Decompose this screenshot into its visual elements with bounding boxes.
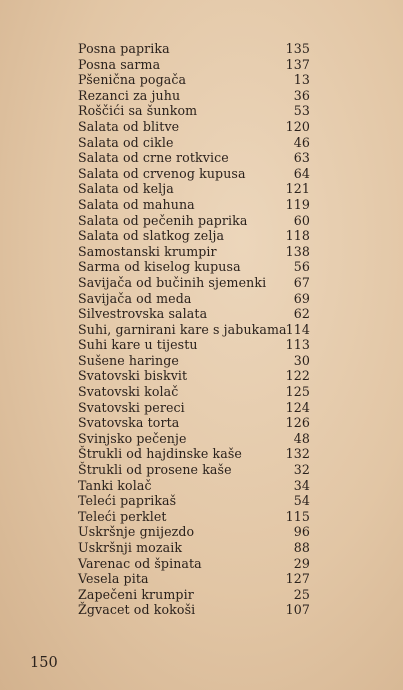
recipe-page-number: 107 bbox=[285, 602, 310, 618]
recipe-title: Savijača od bučinih sjemenki bbox=[78, 274, 267, 290]
recipe-title: Rezanci za juhu bbox=[78, 87, 181, 103]
recipe-title: Tanki kolač bbox=[78, 477, 152, 493]
recipe-title: Žgvacet od kokoši bbox=[78, 602, 196, 618]
recipe-page-number: 114 bbox=[285, 321, 310, 337]
index-entry bbox=[78, 368, 310, 384]
recipe-page-number: 32 bbox=[293, 462, 310, 478]
index-entry bbox=[78, 540, 310, 556]
recipe-page-number: 113 bbox=[285, 337, 310, 353]
recipe-title: Salata od blitve bbox=[78, 118, 180, 134]
recipe-title: Vesela pita bbox=[78, 571, 149, 587]
recipe-title: Uskršnji mozaik bbox=[78, 540, 183, 555]
recipe-title: Samostanski krumpir bbox=[78, 243, 217, 259]
recipe-page-number: 135 bbox=[285, 41, 310, 56]
recipe-title: Salata od crne rotkvice bbox=[78, 150, 229, 166]
index-entry bbox=[78, 135, 310, 151]
index-entry bbox=[78, 275, 310, 291]
recipe-page-number: 25 bbox=[293, 586, 310, 602]
index-entry bbox=[78, 493, 310, 509]
recipe-page-number: 46 bbox=[293, 134, 310, 150]
recipe-page-number: 127 bbox=[285, 571, 310, 587]
recipe-page-number: 13 bbox=[293, 72, 310, 88]
index-entry bbox=[78, 166, 310, 182]
index-entry bbox=[78, 213, 310, 229]
recipe-title: Suhi kare u tijestu bbox=[78, 337, 198, 353]
index-entry bbox=[78, 306, 310, 322]
index-entry bbox=[78, 150, 310, 166]
index-entry bbox=[78, 384, 310, 400]
recipe-page-number: 119 bbox=[285, 196, 310, 212]
recipe-page-number: 48 bbox=[293, 430, 310, 446]
recipe-title: Silvestrovska salata bbox=[78, 306, 208, 322]
recipe-title: Svatovski kolač bbox=[78, 384, 179, 400]
index-entry bbox=[78, 103, 310, 119]
index-entry bbox=[78, 119, 310, 135]
index-entry bbox=[78, 446, 310, 462]
recipe-title: Roščići sa šunkom bbox=[78, 103, 198, 119]
index-entry bbox=[78, 509, 310, 525]
recipe-title: Sarma od kiselog kupusa bbox=[78, 259, 241, 275]
recipe-page-number: 124 bbox=[285, 399, 310, 415]
recipe-title: Teleći paprikaš bbox=[78, 493, 177, 509]
recipe-page-number: 30 bbox=[293, 352, 310, 368]
recipe-page-number: 118 bbox=[285, 228, 310, 244]
recipe-page-number: 69 bbox=[293, 290, 310, 306]
recipe-page-number: 137 bbox=[285, 56, 310, 72]
recipe-title: Posna sarma bbox=[78, 56, 161, 72]
recipe-page-number: 88 bbox=[293, 540, 310, 555]
recipe-title: Uskršnje gnijezdo bbox=[78, 524, 195, 540]
index-entry bbox=[78, 587, 310, 603]
recipe-title: Štrukli od prosene kaše bbox=[78, 462, 232, 478]
recipe-title: Zapečeni krumpir bbox=[78, 586, 194, 602]
recipe-title: Salata od crvenog kupusa bbox=[78, 165, 246, 181]
recipe-title: Suhi, garnirani kare s jabukama bbox=[78, 321, 287, 337]
recipe-page-number: 115 bbox=[285, 508, 310, 524]
recipe-page-number: 60 bbox=[293, 212, 310, 228]
index-entry bbox=[78, 524, 310, 540]
index-entry bbox=[78, 337, 310, 353]
recipe-title: Teleći perklet bbox=[78, 508, 167, 524]
index-entry bbox=[78, 72, 310, 88]
recipe-page-number: 62 bbox=[293, 306, 310, 322]
index-entry bbox=[78, 462, 310, 478]
recipe-page-number: 138 bbox=[285, 243, 310, 259]
recipe-title: Svatovski biskvit bbox=[78, 368, 188, 384]
recipe-title: Štrukli od hajdinske kaše bbox=[78, 446, 242, 462]
index-entry bbox=[78, 259, 310, 275]
index-entry bbox=[78, 88, 310, 104]
recipe-page-number: 54 bbox=[293, 493, 310, 509]
recipe-page-number: 53 bbox=[293, 103, 310, 119]
recipe-page-number: 29 bbox=[293, 555, 310, 571]
recipe-title: Svatovska torta bbox=[78, 415, 180, 431]
recipe-title: Salata od pečenih paprika bbox=[78, 212, 248, 228]
index-entry bbox=[78, 244, 310, 260]
index-entry bbox=[78, 571, 310, 587]
recipe-title: Pšenična pogača bbox=[78, 72, 187, 88]
recipe-title: Salata od kelja bbox=[78, 181, 174, 197]
index-entry bbox=[78, 57, 310, 73]
index-entry bbox=[78, 400, 310, 416]
recipe-page-number: 132 bbox=[285, 446, 310, 462]
index-entry bbox=[78, 478, 310, 494]
recipe-title: Salata od mahuna bbox=[78, 196, 195, 212]
recipe-page-number: 36 bbox=[293, 87, 310, 103]
recipe-page-number: 122 bbox=[285, 368, 310, 384]
index-entry bbox=[78, 322, 310, 338]
recipe-page-number: 120 bbox=[285, 118, 310, 134]
index-entry bbox=[78, 291, 310, 307]
recipe-page-number: 34 bbox=[293, 477, 310, 493]
recipe-page-number: 56 bbox=[293, 259, 310, 275]
index-entry bbox=[78, 431, 310, 447]
recipe-title: Posna paprika bbox=[78, 41, 170, 56]
recipe-title: Varenac od špinata bbox=[78, 555, 202, 571]
page-number: 150 bbox=[30, 655, 58, 671]
index-entry bbox=[78, 602, 310, 618]
recipe-title: Salata od slatkog zelja bbox=[78, 228, 225, 244]
recipe-page-number: 63 bbox=[293, 150, 310, 166]
recipe-page-number: 96 bbox=[293, 524, 310, 540]
index-entry bbox=[78, 181, 310, 197]
recipe-page-number: 125 bbox=[285, 384, 310, 400]
recipe-title: Svatovski pereci bbox=[78, 399, 185, 415]
index-entry bbox=[78, 556, 310, 572]
recipe-index-list bbox=[78, 41, 310, 618]
recipe-title: Sušene haringe bbox=[78, 352, 179, 368]
index-entry bbox=[78, 415, 310, 431]
recipe-page-number: 67 bbox=[293, 274, 310, 290]
index-entry bbox=[78, 197, 310, 213]
recipe-title: Salata od cikle bbox=[78, 134, 174, 150]
index-entry bbox=[78, 41, 310, 57]
recipe-page-number: 126 bbox=[285, 415, 310, 431]
recipe-page-number: 64 bbox=[293, 165, 310, 181]
recipe-page-number: 121 bbox=[285, 181, 310, 197]
recipe-title: Savijača od meda bbox=[78, 290, 192, 306]
index-entry bbox=[78, 228, 310, 244]
recipe-title: Svinjsko pečenje bbox=[78, 430, 187, 446]
index-entry bbox=[78, 353, 310, 369]
